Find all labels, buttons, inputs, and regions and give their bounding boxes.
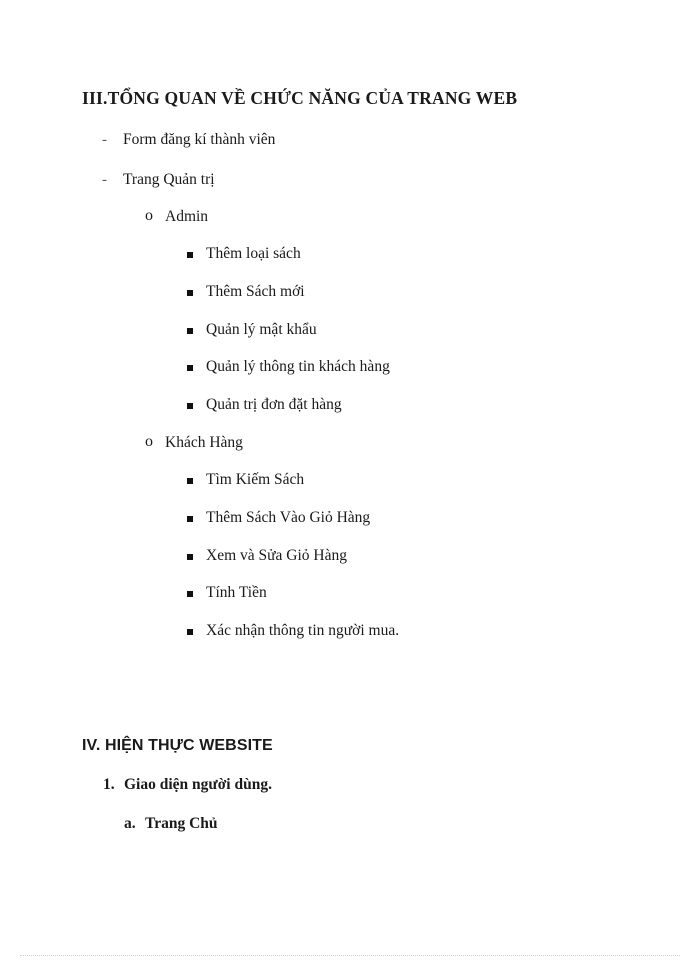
square-bullet-icon: [187, 365, 193, 371]
subsection-number: 1.: [103, 776, 115, 793]
list-item: Tính Tiền: [206, 584, 267, 601]
square-bullet-icon: [187, 478, 193, 484]
list-item: Thêm loại sách: [206, 245, 301, 262]
square-bullet-icon: [187, 290, 193, 296]
page-bottom-divider: [20, 955, 680, 956]
subsection-title-user-interface: Giao diện người dùng.: [124, 776, 272, 793]
square-bullet-icon: [187, 629, 193, 635]
square-bullet-icon: [187, 554, 193, 560]
circle-bullet: o: [145, 207, 153, 224]
dash-bullet: -: [102, 172, 107, 188]
list-item: Quản lý mật khẩu: [206, 321, 317, 338]
list-item: Quản lý thông tin khách hàng: [206, 358, 390, 375]
subsubsection-title-home-page: Trang Chủ: [145, 815, 218, 832]
subsubsection-number: a.: [124, 815, 136, 832]
list-item: Thêm Sách Vào Giỏ Hàng: [206, 509, 371, 526]
list-item-register-form: Form đăng kí thành viên: [123, 131, 276, 148]
section-3-heading: III.TỔNG QUAN VỀ CHỨC NĂNG CỦA TRANG WEB: [82, 88, 518, 108]
square-bullet-icon: [187, 516, 193, 522]
list-item: Xem và Sửa Giỏ Hàng: [206, 547, 347, 564]
list-item: Tìm Kiếm Sách: [206, 471, 305, 488]
circle-bullet: o: [145, 433, 153, 450]
list-item: Quản trị đơn đặt hàng: [206, 396, 342, 413]
square-bullet-icon: [187, 403, 193, 409]
list-item: Xác nhận thông tin người mua.: [206, 622, 400, 639]
list-item: Thêm Sách mới: [206, 283, 305, 300]
square-bullet-icon: [187, 591, 193, 597]
dash-bullet: -: [102, 132, 107, 148]
section-4-heading: IV. HIỆN THỰC WEBSITE: [82, 737, 273, 754]
list-item-admin-page: Trang Quản trị: [123, 171, 215, 188]
square-bullet-icon: [187, 252, 193, 258]
group-label-customer: Khách Hàng: [165, 434, 243, 451]
square-bullet-icon: [187, 328, 193, 334]
group-label-admin: Admin: [165, 208, 209, 225]
